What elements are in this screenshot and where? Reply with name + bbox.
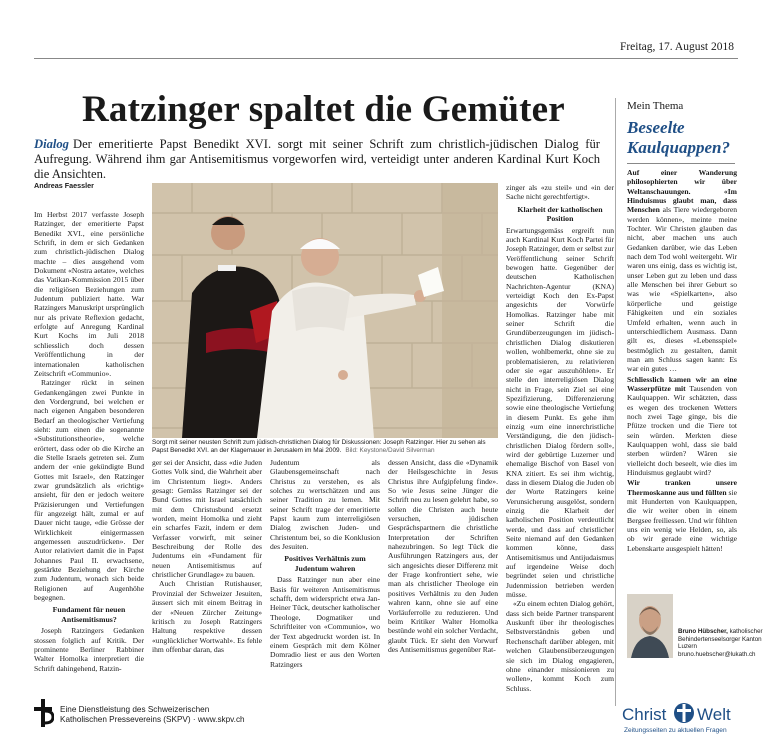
article-column-1	[34, 210, 144, 696]
photo-caption	[152, 439, 498, 456]
sidebar-text: als Tiere wiedergeboren werden können», meinte meine Tochter. Wir Christen glauben das nicht, aber machen uns auch Gedanken darüber, wie das Leben nach dem Tod wohl weitergeht. Wir waren uns einig, dass es wichtig ist, unser Leben gut zu leben und dass alle Menschen bei ihrer Geburt so was wie «Spielkarten», also körperliche und geistige Fähigkeiten und ein soziales Umfeld erhalten, wenn auch in unterschiedlichem Ausmass. Dann gilt es, dieses «Lebensspiel» bestmöglich zu gestalten, damit man am Schluss sagen kann: Es war ein gutes …	[627, 205, 737, 374]
brand-left: Christ	[622, 705, 667, 724]
paragraph: Joseph Ratzingers Gedanken stossen folglich auf Kritik. Der prominente Berliner Rabbiner Walter Homolka interpretiert die Schrift dahingehend, Ratzin-	[34, 626, 144, 673]
byline-role: katholischer Behindertenseelsorger Kanton Luzern	[678, 628, 763, 651]
sidebar-byline	[678, 628, 768, 658]
article-column-2	[152, 458, 262, 696]
column-divider	[615, 98, 616, 706]
paragraph: dessen Ansicht, dass die «Dynamik der Heilsgeschichte in Jesus Christus ihre Aufgipfelung finde». So wie Jesus seine Jünger die Schrift neu zu lesen gelehrt habe, so sollen die Christen auch heute versuchen, jüdischen Gesprächspartnern die christliche Interpretation der Schriften nahezubringen. So legt Tück die Ausführungen Ratzingers aus, der sich angesichts dieser Differenz mit der Frage konfrontiert sehe, wie man als christlicher Theologe ein positives Verhältnis zu den Juden wahren kann, ohne sie auf eine Vorläuferrolle zu reduzieren. Und beim Kritiker Walter Homolka bestünde wohl ein solcher Verdacht, glaubt Tück. Er sieht den Vorwurf des Antisemitismus gegenüber Rat-	[388, 458, 498, 654]
sidebar-title: Beseelte Kaulquappen?	[627, 118, 730, 157]
footer-publisher	[60, 705, 245, 725]
sidebar-column	[627, 168, 737, 591]
sidebar-runin: Schliesslich kamen wir an eine Wasserpfütze mit	[627, 374, 737, 393]
article-photo	[152, 183, 498, 438]
author-portrait-image	[627, 594, 673, 658]
subheading: Fundament für neuen Antisemitismus?	[52, 605, 126, 624]
article-headline: Ratzinger spaltet die Gemüter	[82, 89, 565, 130]
lead-text: Der emeritierte Papst Benedikt XVI. sorgt mit seiner Schrift zum christlich-jüdischen Dialog für Aufregung. Während ihm gar Antisemitismus vorgeworfen wird, verteidigt unter anderen Kardinal Kurt Koch die Ansichten.	[34, 137, 600, 181]
author-portrait	[627, 594, 673, 658]
skpv-logo-icon	[32, 697, 54, 729]
paragraph: Erwartungsgemäss ergreift nun auch Kardinal Kurt Koch Partei für Joseph Ratzinger, dem er selbst zur Veröffentlichung seiner Schrift bewogen hatte. Gegenüber der deutschen Katholischen Nachrichten-Agentur (KNA) verteidigt Koch den Ex-Papst angesichts der Vorwürfe Homolkas. Ratzinger habe mit seiner Schrift die Grundüberzeugungen im jüdisch-christlichen Dialog diskutieren wollen, wohlbemerkt, ohne sie zu problematisieren, zu relativieren oder sie «gar auszuhöhlen». Er stelle den interreligiösen Dialog nicht in Frage, sein Ziel sei eine Spezifizierung, Differenzierung sowie eine theologische Vertiefung in diesem Punkt. Es gehe ihm einzig «um eine innerchristliche Verständigung, die den jüdisch-christlichen Dialog fördern soll», wird der gebürtige Luzerner und ehemalige Bischof von Basel von KNA zitiert. Es sei ihm wichtig, dass in diesem Dialog die Juden ob der Worte Ratzingers keine Verunsicherung ausgelöst, sondern einzig die Klarheit der katholischen Position verdeutlicht werde, und dass auf christlicher Seite niemand auf den Gedanken kommen könne, dass Antisemitismus und Antijudaismus auf irgendeine Weise doch begründet seien und christliche Judenmission betrieben werden müsse.	[506, 225, 614, 600]
footer-line-1: Eine Dienstleistung des Schweizerischen	[60, 705, 210, 714]
sidebar-paragraph	[627, 375, 737, 478]
sidebar-runin: Auf einer Wanderung philosophierten wir über Weltanschauungen. «Im Hinduismus glaubt man, dass Menschen	[627, 168, 737, 215]
paragraph: Judentum als Glaubensgemeinschaft nach Christus zu verstehen, es als solches zu wertschätzen und aus seiner Tradition zu lernen. Mit seiner Schrift trage der emeritierte Papst kaum zum interreligiösen Dialog zwischen Juden- und Christentum bei, so die Konklusion des Jesuiten.	[270, 458, 380, 552]
byline-email: bruno.huebscher@lukath.ch	[678, 650, 756, 658]
article-column-3	[270, 458, 380, 696]
paragraph: ger sei der Ansicht, dass «die Juden Gottes Volk sind, die Wahrheit aber im Christentum liegt». Anders gesagt: Gemäss Ratzinger sei der Bund Gottes mit Israel tatsächlich mit dem Christusbund ersetzt worden, meint Homolka und zieht ein scharfes Fazit, indem er dem Verfasser vorwirft, mit seiner Beschreibung der Rolle des Judentums ein «Fundament für neuen Antisemitismus auf christlicher Grundlage» zu bauen.	[152, 458, 262, 580]
sidebar-text: sie mit Hunderten von Kaulquappen, die wir weiter oben in einem Bergsee freiliessen. Und wir fühlten uns ein wenig wie Helden, so, als ob wir gerade eine wichtige Lebenskarte ausgespielt hätten!	[627, 487, 737, 553]
paragraph: Im Herbst 2017 verfasste Joseph Ratzinger, der emeritierte Papst Benedikt XVI., eine persönliche Schrift, in dem er sich Gedanken zum christlich-jüdischen Dialog machte – dies ausgehend vom Dokument «Nostra aetate», welches das Vatikan-Kommission 2015 über die religiösen Beziehungen zum Judentum publiziert hatte. War Ratzingers Manuskript ursprünglich nur als private Reflexion gedacht, erfolgte auf Anregung Kardinal Kurt Kochs im Juli 2018 schliesslich doch dessen Veröffentlichung in der internationalen katholischen Zeitschrift «Communio».	[34, 210, 144, 378]
byline-name: Bruno Hübscher,	[678, 628, 728, 635]
christ-welt-logo	[622, 698, 742, 730]
subheading: Klarheit der katholischen Position	[517, 204, 603, 224]
sidebar-label: Mein Thema	[627, 100, 684, 112]
brand-right: Welt	[697, 705, 731, 724]
article-column-5	[506, 183, 614, 696]
caption-text: Sorgt mit seiner neusten Schrift zum jüdisch-christlichen Dialog für Diskussionen: Joseph Ratzinger. Hier zu sehen als Papst Benedikt XVI. an der Klagemauer in Jerusalem im Mai 2009.	[152, 439, 486, 455]
paragraph: Auch Christian Rutishauser, Provinzial der Schweizer Jesuiten, äussert sich mit einem Beitrag in der «Neuen Zürcher Zeitung» kritisch zu Joseph Ratzingers Haltung respektive dessen «unglücklicher Wortwahl». Es fehle ihm offenbar daran, das	[152, 579, 262, 654]
article-kicker: Dialog	[34, 137, 69, 151]
top-divider	[34, 58, 738, 59]
paragraph: zinger als «zu steil» und «in der Sache nicht gerechtfertigt».	[506, 183, 614, 202]
subheading: Positives Verhältnis zum Judentum wahren	[284, 554, 366, 573]
sidebar-divider	[627, 163, 735, 164]
article-column-4	[388, 458, 498, 696]
paragraph: Dass Ratzinger nun aber eine Basis für weiteren Antisemitismus schafft, dem widerspricht etwa Jan-Heiner Tück, deutscher katholischer Theologe, Dogmatiker und Schriftleiter von «Communio», wo der Text abgedruckt worden ist. In einem Gespräch mit dem Kölner Domradio liest er aus den Worten Ratzingers	[270, 575, 380, 669]
sidebar-text: Tausenden von Kaulquappen. Wir schätzten, dass es wegen des trockenen Wetters noch zwei Tage ginge, bis die Pfütze trocken und die Tiere tot sein würden. Merkten diese Kaulquappen wohl, dass sie bald sterben würden? Wären sie vielleicht doch beseelt, wie dies im Hinduismus geglaubt wird?	[627, 383, 737, 477]
paragraph: Ratzinger rückt in seinen Gedankengängen zwei Punkte in den Vordergrund, bei welchen er nach eigenen Angaben besonderen Bedarf an theologischer Vertiefung sieht: zum einen die sogenannte «Substitutionstheorie», welche erörtert, dass oder ob die Kirche an die Stelle Israels getreten sei. Zum andern der «nie gekündigte Bund Gottes mit Israel», den Ratzinger zwar grundsätzlich als «richtig» ansieht, für den er jedoch weitere Präzisierungen und Vertiefungen für angezeigt hält, zumal er auf Dauer nicht tauge, «die Grösse der Wirklichkeit einigermassen angemessen auszudrücken». Der Autor relativiert damit die in Papst Johannes Paul II. erwachsene, gestärkte Beziehung der Kirche zum Judentum, wonach sich beide Religionen auf Augenhöhe begegnen.	[34, 378, 144, 603]
paragraph: «Zu einem echten Dialog gehört, dass sich beide Partner transparent Auskunft über ihr theologisches Selbstverständnis geben und Rechenschaft darüber ablegen, mit welchen Glaubensüberzeugungen sie sich im Dialog engagieren, ohne einander missionieren zu wollen», kommt Koch zum Schluss.	[506, 599, 614, 693]
photo-credit: Bild: Keystone/David Silverman	[345, 447, 435, 455]
sidebar-paragraph	[627, 478, 737, 553]
article-lead	[34, 137, 600, 182]
sidebar-paragraph	[627, 168, 737, 374]
sidebar-runin: Wir tranken unsere Thermoskanne aus und füllten	[627, 478, 737, 497]
issue-date: Freitag, 17. August 2018	[619, 41, 734, 53]
article-author: Andreas Faessler	[34, 181, 94, 190]
footer-line-2: Katholischen Pressevereins (SKPV) · www.skpv.ch	[60, 715, 245, 724]
brand-tagline: Zeitungsseiten zu aktuellen Fragen	[624, 727, 727, 734]
ratzinger-wall-photo	[152, 183, 498, 438]
